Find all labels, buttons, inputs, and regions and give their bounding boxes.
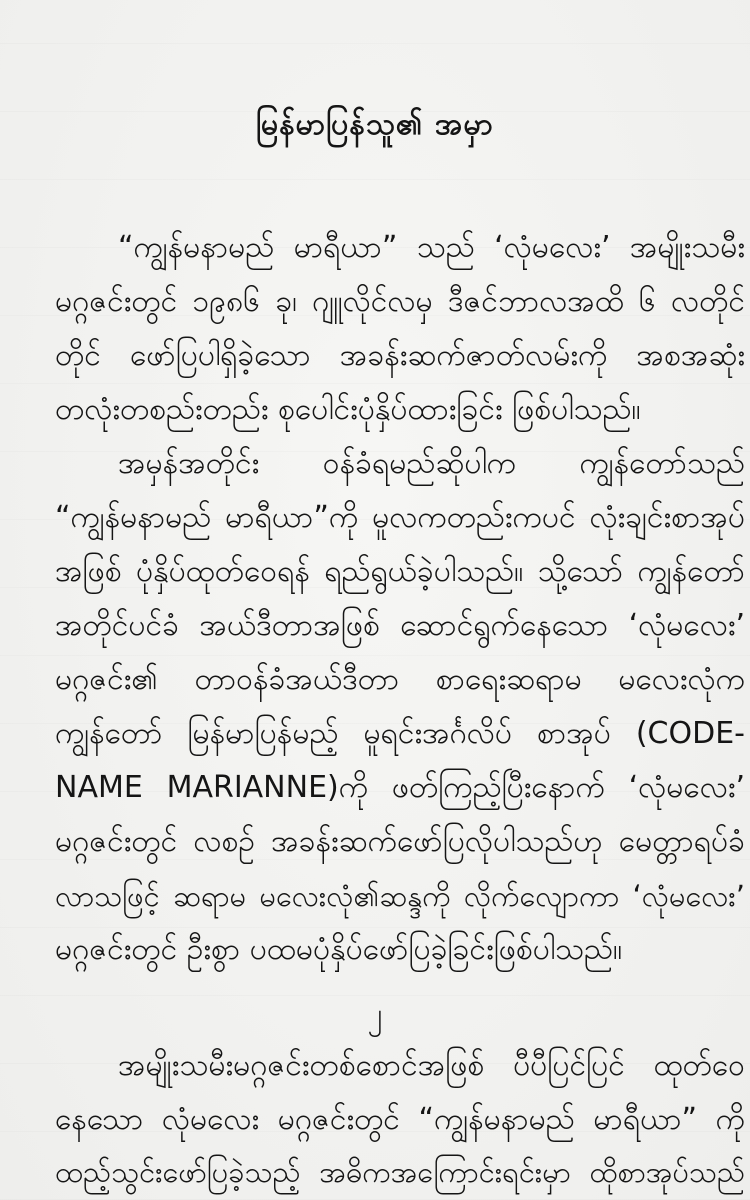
paragraph-2-line-10: မဂ္ဂဇင်းတွင် ဦးစွာ ပထမပုံနှိပ်ဖော်ပြခဲ့ခြင်းဖြစ်ပါသည်။ xyxy=(55,932,623,967)
paragraph-2-line-4: အတိုင်ပင်ခံ အယ်ဒီတာအဖြစ် ဆောင်ရွက်နေသော ‘လုံမလေး’ xyxy=(55,608,745,643)
paragraph-2-line-6: ကျွန်တော် မြန်မာပြန်မည့် မူရင်းအင်္ဂလိပ် စာအုပ် (CODE- xyxy=(55,716,745,751)
paragraph-2-line-8: မဂ္ဂဇင်းတွင် လစဉ် အခန်းဆက်ဖော်ပြလိုပါသည်ဟု မေတ္တာရပ်ခံ xyxy=(55,824,745,859)
paragraph-2-line-9: လာသဖြင့် ဆရာမ မလေးလုံ၏ဆန္ဒကို လိုက်လျောကာ ‘လုံမလေး’ xyxy=(55,879,745,913)
paragraph-2-line-2: “ကျွန်မနာမည် မာရီယာ”ကို မူလကတည်းကပင် လုံးချင်းစာအုပ် xyxy=(55,500,745,535)
paragraph-3-line-2: နေသော လုံမလေး မဂ္ဂဇင်းတွင် “ကျွန်မနာမည် မာရီယာ” ကို xyxy=(55,1102,745,1137)
paragraph-1-line-2: မဂ္ဂဇင်းတွင် ၁၉၈၆ ခု၊ ဂျူလိုင်လမှ ဒီဇင်ဘာလအထိ ၆ လတိုင် xyxy=(55,284,745,319)
paragraph-3-line-3: ထည့်သွင်းဖော်ပြခဲ့သည့် အဓိကအကြောင်းရင်းမှာ ထိုစာအုပ်သည် xyxy=(55,1155,745,1189)
paragraph-1-line-4: တလုံးတစည်းတည်း စုပေါင်းပုံနှိပ်ထားခြင်း ဖြစ်ပါသည်။ xyxy=(55,392,641,427)
paragraph-3-line-1: အမျိုးသမီးမဂ္ဂဇင်းတစ်စောင်အဖြစ် ပီပီပြင်ပြင် ထုတ်ဝေ xyxy=(118,1048,745,1083)
page-heading: မြန်မာပြန်သူ၏ အမှာ xyxy=(255,107,495,142)
paragraph-2-line-1: အမှန်အတိုင်း ဝန်ခံရမည်ဆိုပါက ကျွန်တော်သည် xyxy=(118,446,745,481)
paragraph-2-line-7: NAME MARIANNE)ကို ဖတ်ကြည့်ပြီးနောက် ‘လုံမလေး’ xyxy=(55,770,745,805)
paragraph-2-line-5: မဂ္ဂဇင်း၏ တာဝန်ခံအယ်ဒီတာ စာရေးဆရာမ မလေးလုံက xyxy=(55,662,745,697)
paragraph-1-line-3: တိုင် ဖော်ပြပါရှိခဲ့သော အခန်းဆက်ဇာတ်လမ်းကို အစအဆုံး xyxy=(55,338,745,373)
section-number: ၂ xyxy=(367,997,383,1032)
paragraph-1-line-1: “ကျွန်မနာမည် မာရီယာ” သည် ‘လုံမလေး’ အမျိုးသမီး xyxy=(118,230,745,265)
paragraph-2-line-3: အဖြစ် ပုံနှိပ်ထုတ်ဝေရန် ရည်ရွယ်ခဲ့ပါသည်။ သို့သော် ကျွန်တော် xyxy=(55,554,745,589)
